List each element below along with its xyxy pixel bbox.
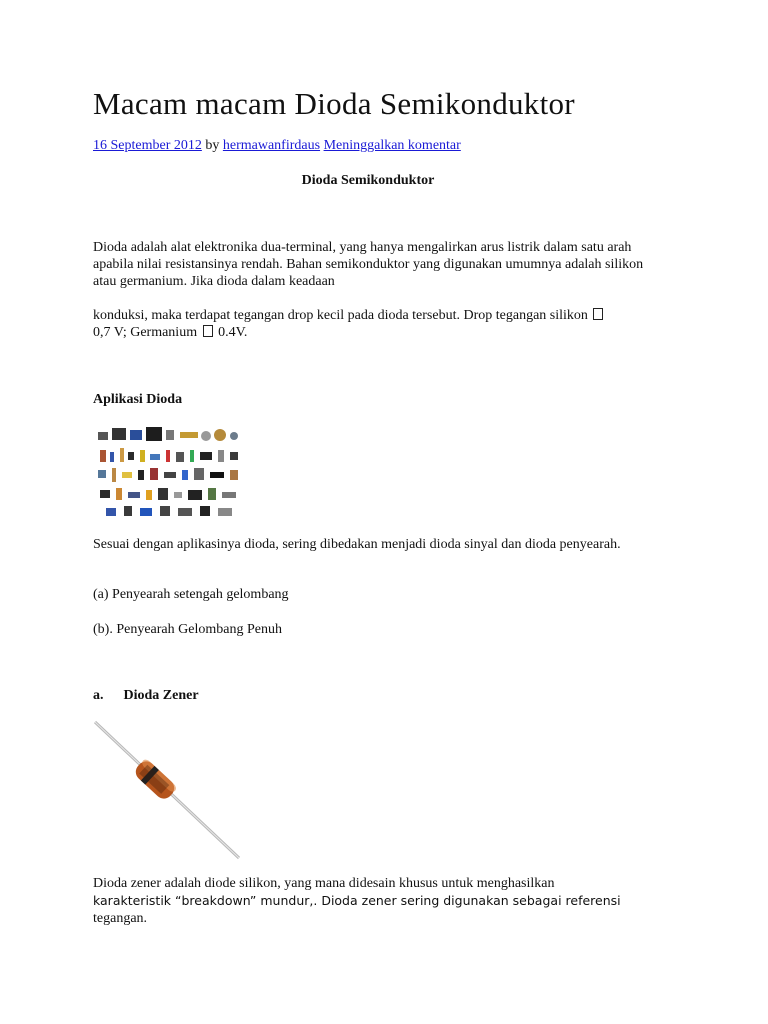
zener-heading-number: a. [93,688,104,703]
zener-diode-image [93,718,241,860]
missing-glyph-icon [203,325,213,337]
page-title: Macam macam Dioda Semikonduktor [93,86,575,121]
electronic-components-image [94,424,244,520]
zener-paragraph [93,875,663,927]
comment-link[interactable]: Meninggalkan komentar [323,138,461,153]
author-link[interactable]: hermawanfirdaus [222,138,321,153]
intro-text-a: konduksi, maka terdapat tegangan drop kecil pada dioda tersebut. Drop tegangan silikon [93,308,588,323]
intro-text-c: 0.4V. [218,325,248,340]
zener-text-3: tegangan. [93,911,148,926]
zener-heading [93,688,199,704]
zener-heading-text: Dioda Zener [123,688,199,703]
post-meta [93,138,461,154]
section-subtitle: Dioda Semikonduktor [301,173,435,188]
zener-text-2: karakteristik “breakdown” mundur,. Dioda zener sering digunakan sebagai referensi [93,893,621,908]
by-label: by [205,138,220,153]
intro-paragraph-1: Dioda adalah alat elektronika dua-terminal, yang hanya mengalirkan arus listrik dalam satu arah apabila nilai resistansinya rendah. Bahan semikonduktor yang digunakan umumnya adalah silikon atau germanium. Jika dioda dalam keadaan [93,240,644,289]
aplikasi-paragraph: Sesuai dengan aplikasinya dioda, sering dibedakan menjadi dioda sinyal dan dioda penyearah. [93,537,621,552]
intro-text-b: 0,7 V; Germanium [93,325,198,340]
list-item-b: (b). Penyearah Gelombang Penuh [93,622,282,637]
date-link[interactable]: 16 September 2012 [93,138,202,153]
zener-text-1: Dioda zener adalah diode silikon, yang mana didesain khusus untuk menghasilkan [93,876,555,891]
intro-paragraph-2 [93,307,663,341]
missing-glyph-icon [593,308,603,320]
aplikasi-heading: Aplikasi Dioda [93,392,183,407]
list-item-a: (a) Penyearah setengah gelombang [93,587,289,602]
